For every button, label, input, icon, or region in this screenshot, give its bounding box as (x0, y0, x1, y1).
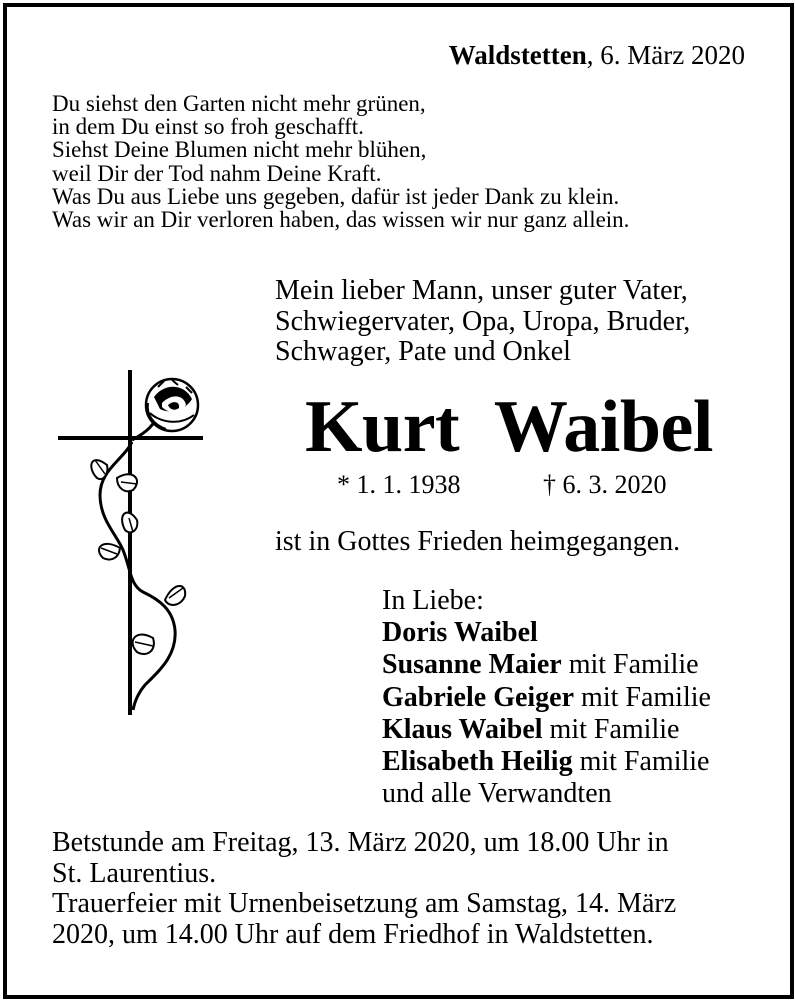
passed-away-text: ist in Gottes Frieden heimgegangen. (275, 526, 681, 557)
mourner-suffix: mit Familie (574, 681, 711, 713)
mourners-closing: und alle Verwandten (382, 778, 612, 810)
mourners-intro: In Liebe: (382, 585, 484, 616)
intro-line: Schwiegervater, Opa, Uropa, Bruder, (275, 305, 691, 337)
mourner-line (382, 714, 711, 746)
poem-line: weil Dir der Tod nahm Deine Kraft. (52, 160, 382, 186)
mourner-line (382, 746, 711, 778)
mourner-name: Klaus Waibel (382, 713, 543, 745)
poem-line: Du siehst den Garten nicht mehr grünen, (52, 91, 426, 116)
footer-line: Trauerfeier mit Urnenbeisetzung am Samstag, 14. März (52, 888, 677, 919)
death-date: † 6. 3. 2020 (543, 470, 667, 499)
mourner-name: Doris Waibel (382, 617, 538, 649)
service-details (52, 828, 676, 950)
deceased-name: Kurt Waibel (305, 386, 713, 468)
poem-line: Siehst Deine Blumen nicht mehr blühen, (52, 137, 427, 163)
header-place: Waldstetten (448, 40, 587, 70)
mourner-line (382, 649, 711, 681)
birth-date: * 1. 1. 1938 (337, 470, 461, 499)
relation-intro (275, 276, 690, 368)
poem-line: Was Du aus Liebe uns gegeben, dafür ist jeder Dank zu klein. (52, 183, 620, 209)
mourner-suffix: mit Familie (561, 649, 699, 681)
mourner-line (382, 682, 711, 714)
intro-line: Schwager, Pate und Onkel (275, 336, 571, 367)
intro-line: Mein lieber Mann, unser guter Vater, (275, 275, 688, 306)
cross-with-rose-icon (55, 370, 215, 720)
poem-line: in dem Du einst so froh geschafft. (52, 114, 364, 140)
footer-line: St. Laurentius. (52, 857, 217, 889)
mourner-suffix: mit Familie (542, 713, 680, 745)
mourners-list (382, 585, 711, 810)
mourner-name: Susanne Maier (382, 649, 562, 681)
mourner-name: Gabriele Geiger (382, 681, 575, 713)
mourner-suffix: mit Familie (572, 746, 710, 778)
footer-line: Betstunde am Freitag, 13. März 2020, um 18.00 Uhr in (52, 827, 669, 858)
poem-line: Was wir an Dir verloren haben, das wissen wir nur ganz allein. (52, 207, 630, 233)
mourner-name: Elisabeth Heilig (382, 746, 573, 778)
footer-line: 2020, um 14.00 Uhr auf dem Friedhof in Waldstetten. (52, 918, 654, 950)
notice-header (449, 40, 745, 71)
header-date: , 6. März 2020 (586, 40, 745, 70)
poem (52, 92, 629, 231)
mourner-line (382, 617, 711, 649)
